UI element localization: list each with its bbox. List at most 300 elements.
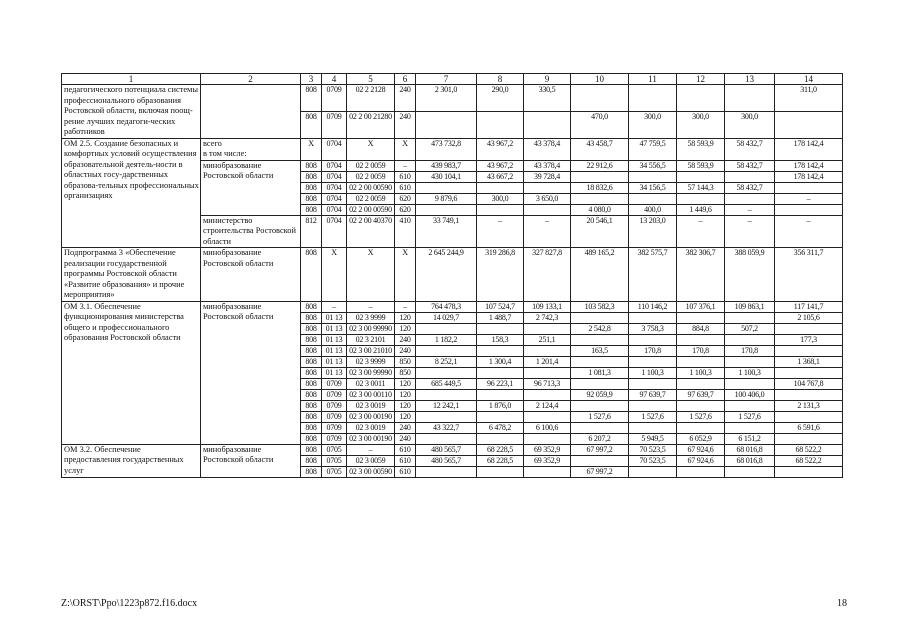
value-cell: 02 3 0019	[347, 422, 395, 433]
value-cell: –	[725, 215, 775, 248]
column-header-4: 4	[322, 74, 347, 85]
table-header	[62, 74, 843, 85]
value-cell: 43 378,4	[524, 160, 571, 171]
value-cell	[571, 312, 629, 323]
executor-cell: минобразование Ростовской области	[201, 301, 301, 444]
value-cell: 0709	[322, 378, 347, 389]
value-cell: 109 133,1	[524, 301, 571, 312]
value-cell: 300,0	[477, 193, 524, 204]
value-cell: 240	[395, 345, 416, 356]
value-cell	[477, 411, 524, 422]
value-cell: 97 639,7	[629, 389, 677, 400]
value-cell: 68 016,8	[725, 444, 775, 455]
value-cell	[629, 356, 677, 367]
value-cell: 808	[301, 444, 322, 455]
value-cell: 58 593,9	[677, 160, 725, 171]
value-cell	[775, 345, 843, 356]
value-cell: 109 863,1	[725, 301, 775, 312]
value-cell: 850	[395, 356, 416, 367]
value-cell	[725, 334, 775, 345]
value-cell: 170,8	[677, 345, 725, 356]
column-header-14: 14	[775, 74, 843, 85]
value-cell: 1 300,4	[477, 356, 524, 367]
column-header-11: 11	[629, 74, 677, 85]
column-header-3: 3	[301, 74, 322, 85]
value-cell: 02 3 9999	[347, 356, 395, 367]
value-cell	[524, 182, 571, 193]
value-cell: 489 165,2	[571, 248, 629, 302]
value-cell: 02 3 00 00190	[347, 433, 395, 444]
value-cell: Х	[322, 248, 347, 302]
value-cell: 39 728,4	[524, 171, 571, 182]
value-cell	[524, 323, 571, 334]
value-cell	[725, 193, 775, 204]
value-cell: 34 556,5	[629, 160, 677, 171]
value-cell: 300,0	[725, 111, 775, 138]
value-cell: 47 759,5	[629, 138, 677, 160]
value-cell	[571, 422, 629, 433]
value-cell: 0709	[322, 111, 347, 138]
value-cell: 120	[395, 411, 416, 422]
value-cell: 240	[395, 85, 416, 112]
value-cell	[416, 367, 477, 378]
value-cell: 808	[301, 411, 322, 422]
value-cell: 104 767,8	[775, 378, 843, 389]
value-cell	[677, 466, 725, 477]
value-cell: 92 059,9	[571, 389, 629, 400]
value-cell: 2 742,3	[524, 312, 571, 323]
value-cell	[571, 171, 629, 182]
value-cell	[775, 433, 843, 444]
value-cell	[477, 466, 524, 477]
value-cell: 808	[301, 85, 322, 112]
value-cell: 01 13	[322, 356, 347, 367]
value-cell: 96 223,1	[477, 378, 524, 389]
value-cell	[571, 356, 629, 367]
value-cell: 100 406,0	[725, 389, 775, 400]
value-cell	[725, 356, 775, 367]
value-cell: Х	[347, 248, 395, 302]
executor-cell: всего в том числе:	[201, 138, 301, 160]
value-cell: 02 3 00 00110	[347, 389, 395, 400]
value-cell: 1 527,6	[629, 411, 677, 422]
value-cell: 473 732,8	[416, 138, 477, 160]
value-cell: 68 522,2	[775, 444, 843, 455]
executor-cell: минобразование Ростовской области	[201, 248, 301, 302]
value-cell: 02 2 00 00590	[347, 182, 395, 193]
value-cell: 251,1	[524, 334, 571, 345]
value-cell: 812	[301, 215, 322, 248]
value-cell: 43 967,2	[477, 138, 524, 160]
column-header-13: 13	[725, 74, 775, 85]
value-cell: 1 527,6	[677, 411, 725, 422]
value-cell	[725, 400, 775, 411]
value-cell	[571, 85, 629, 112]
value-cell	[477, 182, 524, 193]
value-cell	[775, 367, 843, 378]
table-row	[62, 248, 843, 302]
column-header-7: 7	[416, 74, 477, 85]
value-cell	[477, 345, 524, 356]
executor-cell: минобразование Ростовской области	[201, 444, 301, 477]
program-name-cell: педагогического потенциала системы профессионального образования Ростовской области, включая поощ-рение лучших педагоги-ческих работников	[62, 85, 201, 139]
value-cell	[677, 378, 725, 389]
value-cell: 620	[395, 193, 416, 204]
column-header-9: 9	[524, 74, 571, 85]
value-cell: 02 3 0059	[347, 455, 395, 466]
value-cell: 20 546,1	[571, 215, 629, 248]
value-cell	[524, 204, 571, 215]
value-cell: 0704	[322, 193, 347, 204]
value-cell: 12 242,1	[416, 400, 477, 411]
value-cell: 1 368,1	[775, 356, 843, 367]
value-cell: 120	[395, 323, 416, 334]
value-cell: 43 667,2	[477, 171, 524, 182]
table-row	[62, 85, 843, 112]
value-cell: Х	[301, 138, 322, 160]
value-cell: 3 650,0	[524, 193, 571, 204]
value-cell: 6 052,9	[677, 433, 725, 444]
value-cell: 18 832,6	[571, 182, 629, 193]
value-cell: 34 156,5	[629, 182, 677, 193]
value-cell: 163,5	[571, 345, 629, 356]
table-row	[62, 138, 843, 160]
value-cell: 117 141,7	[775, 301, 843, 312]
value-cell: 67 924,6	[677, 444, 725, 455]
value-cell: 8 252,1	[416, 356, 477, 367]
value-cell: 103 582,3	[571, 301, 629, 312]
value-cell: 0704	[322, 138, 347, 160]
value-cell: 107 524,7	[477, 301, 524, 312]
value-cell: –	[775, 215, 843, 248]
value-cell	[725, 171, 775, 182]
value-cell: 808	[301, 378, 322, 389]
value-cell: –	[677, 215, 725, 248]
value-cell	[416, 389, 477, 400]
value-cell: 97 639,7	[677, 389, 725, 400]
executor-cell	[201, 85, 301, 139]
value-cell: 808	[301, 466, 322, 477]
value-cell: 0704	[322, 171, 347, 182]
value-cell: 480 565,7	[416, 444, 477, 455]
value-cell	[477, 433, 524, 444]
value-cell	[629, 171, 677, 182]
value-cell	[477, 367, 524, 378]
value-cell: 6 591,6	[775, 422, 843, 433]
value-cell: 808	[301, 204, 322, 215]
column-header-6: 6	[395, 74, 416, 85]
value-cell: Х	[395, 138, 416, 160]
value-cell	[416, 466, 477, 477]
value-cell: 68 522,2	[775, 455, 843, 466]
value-cell: 02 2 0059	[347, 171, 395, 182]
value-cell	[477, 389, 524, 400]
value-cell: 01 13	[322, 323, 347, 334]
value-cell: 02 2 0059	[347, 160, 395, 171]
value-cell	[677, 85, 725, 112]
value-cell	[629, 400, 677, 411]
value-cell: 480 565,7	[416, 455, 477, 466]
value-cell: 1 201,4	[524, 356, 571, 367]
value-cell: 1 081,3	[571, 367, 629, 378]
value-cell	[416, 345, 477, 356]
value-cell: –	[395, 160, 416, 171]
value-cell: 6 151,2	[725, 433, 775, 444]
column-header-8: 8	[477, 74, 524, 85]
value-cell: 2 131,3	[775, 400, 843, 411]
value-cell	[775, 204, 843, 215]
value-cell: 311,0	[775, 85, 843, 112]
value-cell: 1 876,0	[477, 400, 524, 411]
value-cell: 57 144,3	[677, 182, 725, 193]
value-cell: 1 527,6	[571, 411, 629, 422]
program-name-cell: Подпрограмма 3 «Обеспечение реализации государственной программы Ростовской области «Развитие образования» и прочие мероприятия»	[62, 248, 201, 302]
value-cell: 96 713,3	[524, 378, 571, 389]
value-cell: 808	[301, 345, 322, 356]
value-cell: 240	[395, 334, 416, 345]
value-cell: 300,0	[629, 111, 677, 138]
value-cell: 0709	[322, 400, 347, 411]
value-cell: 808	[301, 367, 322, 378]
value-cell: 0704	[322, 160, 347, 171]
value-cell: –	[725, 204, 775, 215]
value-cell: 764 478,3	[416, 301, 477, 312]
value-cell	[677, 422, 725, 433]
value-cell: 02 3 00 99990	[347, 323, 395, 334]
value-cell	[571, 378, 629, 389]
value-cell: 6 207,2	[571, 433, 629, 444]
value-cell	[524, 367, 571, 378]
value-cell: 240	[395, 433, 416, 444]
value-cell: 02 3 0019	[347, 400, 395, 411]
value-cell: 808	[301, 455, 322, 466]
value-cell	[677, 193, 725, 204]
value-cell: Х	[395, 248, 416, 302]
value-cell: 808	[301, 356, 322, 367]
value-cell: 610	[395, 444, 416, 455]
value-cell: 43 458,7	[571, 138, 629, 160]
value-cell: 107 376,1	[677, 301, 725, 312]
value-cell	[524, 411, 571, 422]
value-cell	[416, 182, 477, 193]
value-cell: 02 2 0059	[347, 193, 395, 204]
value-cell: 290,0	[477, 85, 524, 112]
program-name-cell: ОМ 2.5. Создание безопасных и комфортных условий осуществления образовательной деятель-ности в областных госу-дарственных образова-тельных профессиональных организациях	[62, 138, 201, 248]
value-cell: 01 13	[322, 367, 347, 378]
column-header-10: 10	[571, 74, 629, 85]
value-cell: 02 3 00 99990	[347, 367, 395, 378]
value-cell	[571, 334, 629, 345]
value-cell: 43 967,2	[477, 160, 524, 171]
value-cell: 22 912,6	[571, 160, 629, 171]
value-cell: –	[395, 301, 416, 312]
value-cell: 1 100,3	[725, 367, 775, 378]
value-cell: 808	[301, 422, 322, 433]
value-cell	[677, 356, 725, 367]
value-cell: 808	[301, 400, 322, 411]
value-cell	[775, 111, 843, 138]
column-header-12: 12	[677, 74, 725, 85]
value-cell: 0705	[322, 444, 347, 455]
value-cell	[416, 411, 477, 422]
value-cell	[524, 111, 571, 138]
value-cell: 178 142,4	[775, 138, 843, 160]
value-cell: 158,3	[477, 334, 524, 345]
value-cell: 4 080,0	[571, 204, 629, 215]
value-cell: 808	[301, 182, 322, 193]
value-cell: 0704	[322, 182, 347, 193]
value-cell: 808	[301, 193, 322, 204]
value-cell	[416, 111, 477, 138]
value-cell: 43 322,7	[416, 422, 477, 433]
value-cell: 170,8	[629, 345, 677, 356]
value-cell: 808	[301, 111, 322, 138]
value-cell: 68 016,8	[725, 455, 775, 466]
value-cell	[629, 193, 677, 204]
value-cell: 1 100,3	[677, 367, 725, 378]
value-cell: 02 2 00 21280	[347, 111, 395, 138]
value-cell: 02 3 00 00590	[347, 466, 395, 477]
value-cell: 382 575,7	[629, 248, 677, 302]
value-cell: 69 352,9	[524, 444, 571, 455]
value-cell: 0704	[322, 204, 347, 215]
value-cell	[775, 182, 843, 193]
value-cell	[775, 389, 843, 400]
value-cell: 178 142,4	[775, 171, 843, 182]
value-cell	[416, 204, 477, 215]
value-cell: 43 378,4	[524, 138, 571, 160]
value-cell: 58 432,7	[725, 182, 775, 193]
value-cell: 610	[395, 455, 416, 466]
value-cell: 330,5	[524, 85, 571, 112]
value-cell: 620	[395, 204, 416, 215]
table-row	[62, 444, 843, 455]
value-cell	[629, 85, 677, 112]
value-cell: 58 432,7	[725, 160, 775, 171]
value-cell: 400,0	[629, 204, 677, 215]
value-cell: 2 542,8	[571, 323, 629, 334]
value-cell: 3 758,3	[629, 323, 677, 334]
value-cell: 6 478,2	[477, 422, 524, 433]
value-cell: 2 105,6	[775, 312, 843, 323]
value-cell: –	[347, 301, 395, 312]
value-cell	[477, 204, 524, 215]
value-cell: 120	[395, 378, 416, 389]
value-cell: –	[524, 215, 571, 248]
value-cell	[677, 334, 725, 345]
value-cell: 507,2	[725, 323, 775, 334]
value-cell: 388 059,9	[725, 248, 775, 302]
value-cell	[677, 171, 725, 182]
value-cell: 02 2 00 40370	[347, 215, 395, 248]
value-cell: 02 3 0011	[347, 378, 395, 389]
value-cell: 02 2 00 00590	[347, 204, 395, 215]
value-cell: 808	[301, 301, 322, 312]
value-cell	[725, 466, 775, 477]
column-header-1: 1	[62, 74, 201, 85]
value-cell: 240	[395, 111, 416, 138]
value-cell	[629, 334, 677, 345]
executor-cell: министерство строительства Ростовской области	[201, 215, 301, 248]
value-cell: 1 100,3	[629, 367, 677, 378]
value-cell: 808	[301, 334, 322, 345]
value-cell	[477, 111, 524, 138]
value-cell	[677, 400, 725, 411]
value-cell: 0704	[322, 215, 347, 248]
value-cell: 430 104,1	[416, 171, 477, 182]
value-cell: 610	[395, 182, 416, 193]
value-cell	[775, 411, 843, 422]
table-body	[62, 85, 843, 478]
value-cell: 13 203,0	[629, 215, 677, 248]
value-cell: 1 182,2	[416, 334, 477, 345]
value-cell: 01 13	[322, 345, 347, 356]
value-cell: 67 924,6	[677, 455, 725, 466]
value-cell: 14 029,7	[416, 312, 477, 323]
value-cell	[629, 422, 677, 433]
value-cell: 382 306,7	[677, 248, 725, 302]
value-cell: 850	[395, 367, 416, 378]
value-cell: 120	[395, 400, 416, 411]
value-cell: 610	[395, 171, 416, 182]
value-cell: 58 593,9	[677, 138, 725, 160]
value-cell: 178 142,4	[775, 160, 843, 171]
value-cell: 0709	[322, 85, 347, 112]
value-cell	[629, 466, 677, 477]
value-cell: 02 3 00 21010	[347, 345, 395, 356]
value-cell: 808	[301, 389, 322, 400]
value-cell	[629, 378, 677, 389]
value-cell	[571, 193, 629, 204]
value-cell: 808	[301, 312, 322, 323]
value-cell: 110 146,2	[629, 301, 677, 312]
value-cell: 0709	[322, 411, 347, 422]
value-cell: 808	[301, 171, 322, 182]
value-cell: 0705	[322, 455, 347, 466]
value-cell: 02 3 2101	[347, 334, 395, 345]
value-cell	[524, 466, 571, 477]
value-cell	[775, 323, 843, 334]
value-cell: –	[477, 215, 524, 248]
value-cell: 0709	[322, 422, 347, 433]
value-cell	[571, 455, 629, 466]
value-cell: 70 523,5	[629, 455, 677, 466]
value-cell: 170,8	[725, 345, 775, 356]
value-cell: 68 228,5	[477, 444, 524, 455]
value-cell: 1 449,6	[677, 204, 725, 215]
executor-cell: минобразование Ростовской области	[201, 160, 301, 215]
value-cell	[725, 312, 775, 323]
value-cell: 300,0	[677, 111, 725, 138]
value-cell: 02 2 2128	[347, 85, 395, 112]
value-cell: 120	[395, 312, 416, 323]
value-cell	[524, 433, 571, 444]
value-cell	[725, 422, 775, 433]
value-cell: 240	[395, 422, 416, 433]
value-cell: 67 997,2	[571, 466, 629, 477]
value-cell: 120	[395, 389, 416, 400]
value-cell: 2 301,0	[416, 85, 477, 112]
value-cell	[416, 433, 477, 444]
value-cell: 01 13	[322, 312, 347, 323]
value-cell: 177,3	[775, 334, 843, 345]
value-cell: 0705	[322, 466, 347, 477]
value-cell: 67 997,2	[571, 444, 629, 455]
value-cell: 2 645 244,9	[416, 248, 477, 302]
value-cell: 0709	[322, 433, 347, 444]
value-cell: 9 879,6	[416, 193, 477, 204]
value-cell	[524, 389, 571, 400]
